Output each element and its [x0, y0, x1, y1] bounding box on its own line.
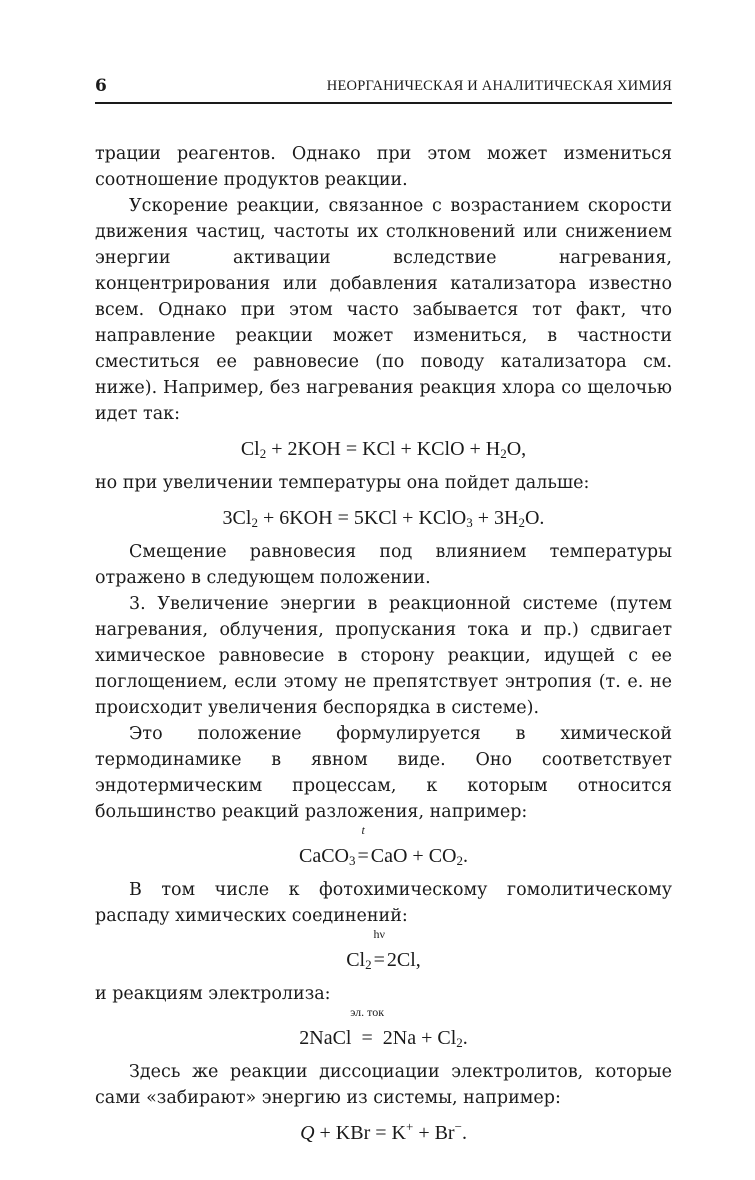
paragraph-6: Это положение формулируется в химической термодинамике в явном виде. Оно соответствует эндотермическим процессам, к которым относится большинство реакций разложения, например: [95, 724, 672, 822]
page-number: 6 [95, 76, 107, 96]
paragraph-3: но при увеличении температуры она пойдет дальше: [95, 473, 590, 493]
paragraph-5: 3. Увеличение энергии в реакционной системе (путем нагревания, облучения, пропускания тока и пр.) сдвигает химическое равновесие в сторону реакции, идущей с ее поглощением, если этому не препятствует энтропия (т. е. не происходит увеличения беспорядка в системе). [95, 594, 672, 718]
paragraph-7: В том числе к фотохимическому гомолитическому распаду химических соединений: [95, 880, 672, 926]
formula-photolysis: $Cl_2$ hν = 2Cl, [346, 927, 421, 972]
condition-label: hν [373, 927, 385, 941]
paragraph-2: Ускорение реакции, связанное с возрастанием скорости движения частиц, частоты их столкновений или снижением энергии активации вследствие нагревания, концентрирования или добавления катализатора известно всем. Однако при этом часто забывается тот факт, что направление реакции может измениться, в частности сместиться ее равновесие (по поводу катализатора см. ниже). Например, без нагревания реакция хлора со щелочью идет так: [95, 196, 672, 424]
paragraph-1: трации реагентов. Однако при этом может измениться соотношение продуктов реакции. [95, 144, 672, 190]
paragraph-8: и реакциям электролиза: [95, 984, 331, 1004]
paragraph-9: Здесь же реакции диссоциации электролитов, которые сами «забирают» энергию из системы, например: [95, 1062, 672, 1108]
formula-chlorine-hot: $3Cl_2 + 6KOH = 5KCl$ + KClO$_3$ + $3H_2O$. [222, 507, 545, 530]
formula-kbr-dissociation: Q + KBr = K+ + Br−. [300, 1119, 467, 1144]
page-header [95, 72, 672, 104]
formula-calcium-carbonate: CaCO$_3$ t = CaO + $CO_2$. [298, 823, 468, 868]
condition-label: эл. ток [350, 1005, 385, 1019]
condition-label: t [361, 823, 365, 837]
running-title: НЕОРГАНИЧЕСКАЯ И АНАЛИТИЧЕСКАЯ ХИМИЯ [326, 78, 672, 94]
paragraph-4: Смещение равновесия под влиянием температуры отражено в следующем положении. [95, 542, 672, 588]
page-body [95, 141, 672, 1154]
formula-chlorine-cold: $Cl_2 + 2KOH$ = KCl + KClO + $H_2O$, [240, 438, 527, 461]
formula-electrolysis: 2NaCl эл. ток = $2Na + Cl_2$. [299, 1005, 468, 1050]
